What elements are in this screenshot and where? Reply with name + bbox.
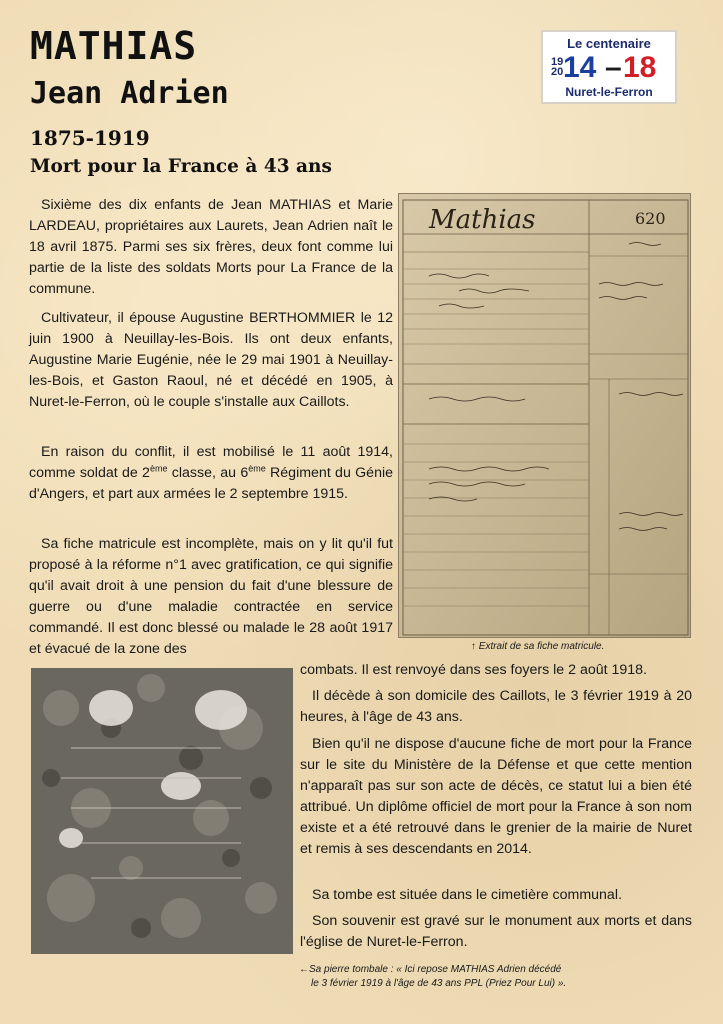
paragraph-deces: Il décède à son domicile des Caillots, le 3 février 1919 à 20 heures, à l'âge de 43 ans. xyxy=(300,688,692,725)
tombstone-photo xyxy=(31,668,293,954)
surname-title: MATHIAS xyxy=(30,24,198,68)
paragraph-mobilisation xyxy=(29,442,393,505)
matricule-caption: ↑ Extrait de sa fiche matricule. xyxy=(471,641,605,652)
paragraph-statut: Bien qu'il ne dispose d'aucune fiche de mort pour la France sur le site du Ministère de la Défense et que cette mention n'apparaît pas sur son acte de décès, ce statut lui a bien été attribué. Un diplôme officiel de mort pour la France à son nom existe et a été retrouvé dans le grenier de la mairie de Nuret et remis à ses descendants en 2014. xyxy=(300,736,692,857)
logo-year-14: 14 xyxy=(563,51,597,84)
matricule-record-drawing xyxy=(399,194,691,638)
matricule-number: 620 xyxy=(635,209,666,228)
p3-text-a: En raison du conflit, il est mobilisé le 11 août 1914, comme soldat de 2 xyxy=(29,444,393,481)
paragraph-family: Sixième des dix enfants de Jean MATHIAS et Marie LARDEAU, propriétaires aux Laurets, Jean Adrien naît le 18 avril 1875. Parmi ses six frères, deux font comme lui partie de la liste des soldats Morts pour La France de la commune. xyxy=(29,197,393,297)
paragraph-reforme: Sa fiche matricule est incomplète, mais on y lit qu'il fut proposé à la réforme n°1 avec gratification, ce qui signifie qu'il avait droit à une pension du fait d'une blessure de guerre ou d'une maladie contractée en service commandé. Il est donc blessé ou malade le 28 août 1917 et évacué de la zone des xyxy=(29,536,393,657)
p3-sup1: ème xyxy=(149,463,168,474)
logo-line3: Nuret-le-Ferron xyxy=(565,85,653,99)
p3-sup2: ème xyxy=(248,463,266,474)
tombstone-caption xyxy=(299,963,599,991)
logo-year-18: 18 xyxy=(623,51,657,84)
matricule-name: Mathias xyxy=(429,205,536,235)
tombstone-drawing xyxy=(31,668,293,954)
tombstone-caption-line1: ←Sa pierre tombale : « Ici repose MATHIAS Adrien décédé xyxy=(299,964,562,975)
death-subtitle: Mort pour la France à 43 ans xyxy=(30,156,332,177)
logo-year-top: 19 xyxy=(551,56,564,68)
matricule-record-image xyxy=(398,193,691,638)
tombstone-caption-line2: le 3 février 1919 à l'âge de 43 ans PPL (Priez Pour Lui) ». xyxy=(311,978,567,989)
p3-text-c: Régiment du Génie d'Angers, et part aux armées le 2 septembre 1915. xyxy=(29,465,394,502)
logo-dash: – xyxy=(605,51,622,84)
logo-year-prefix xyxy=(551,57,563,77)
centenaire-logo xyxy=(541,30,677,104)
paragraph-tombe: Sa tombe est située dans le cimetière communal. xyxy=(312,887,622,903)
paragraph-reforme-cont: combats. Il est renvoyé dans ses foyers le 2 août 1918. xyxy=(300,662,647,678)
logo-year-bottom: 20 xyxy=(551,66,564,78)
p3-text-b: classe, au 6 xyxy=(167,465,249,481)
given-names-title: Jean Adrien xyxy=(30,76,229,111)
life-dates: 1875-1919 xyxy=(30,126,150,150)
logo-line1: Le centenaire xyxy=(567,36,651,51)
paragraph-marriage: Cultivateur, il épouse Augustine BERTHOMMIER le 12 juin 1900 à Neuillay-les-Bois. Ils ont deux enfants, Augustine Marie Eugénie, née le 29 mai 1901 à Neuillay-les-Bois, et Gaston Raoul, né et décédé en 1905, à Nuret-le-Ferron, où le couple s'installe aux Caillots. xyxy=(29,310,393,410)
paragraph-souvenir: Son souvenir est gravé sur le monument aux morts et dans l'église de Nuret-le-Ferron. xyxy=(300,913,692,950)
